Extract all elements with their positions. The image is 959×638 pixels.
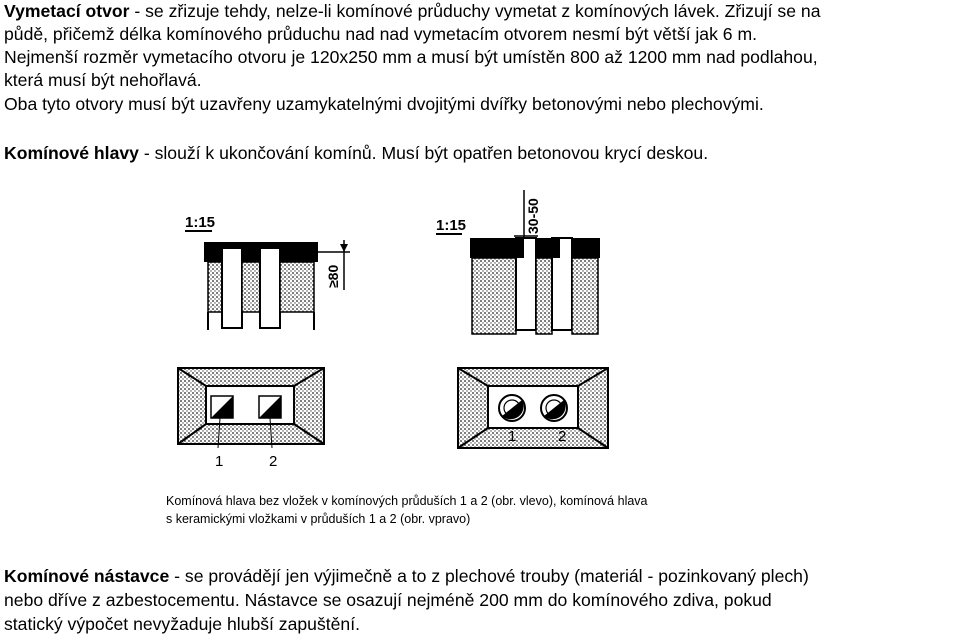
p3-line3: statický výpočet nevyžaduje hlubší zapuštění. [4, 614, 360, 634]
left-scale-label: 1:15 [185, 214, 216, 231]
p1-line2: půdě, přičemž délka komínového průduchu nad nad vymetacím otvorem nesmí být větší jak 6 m. [4, 24, 757, 44]
p2-text: - slouží k ukončování komínů. Musí být opatřen betonovou krycí deskou. [138, 143, 709, 163]
p1-line3: Nejmenší rozměr vymetacího otvoru je 120x250 mm a musí být umístěn 800 až 1200 mm nad podlahou, [4, 47, 818, 67]
chimney-heads-figure [140, 180, 660, 480]
caption-line1: Komínová hlava bez vložek v komínových průduších 1 a 2 (obr. vlevo), komínová hlava [166, 494, 648, 508]
p3-line1 [4, 565, 809, 588]
term-kominove-hlavy: Komínové hlavy [4, 143, 139, 163]
left-dimension-label: ≥80 [325, 264, 341, 288]
right-scale-label: 1:15 [436, 217, 467, 234]
p1-line1-text: - se zřizuje tehdy, nelze-li komínové průduchy vymetat z komínových lávek. Zřizují se na [129, 1, 821, 21]
term-vymetaci-otvor: Vymetací otvor [4, 1, 130, 21]
paragraph-kominove-hlavy [4, 142, 708, 165]
right-plan [458, 368, 608, 448]
right-flue-2-label: 2 [558, 428, 567, 445]
p3-line2: nebo dříve z azbestocementu. Nástavce se osazují nejméně 200 mm do komínového zdiva, pokud [4, 590, 772, 610]
right-flue-1-label: 1 [508, 428, 517, 445]
left-flue-1-label: 1 [215, 453, 224, 470]
right-elevation [436, 190, 600, 334]
left-elevation [185, 214, 350, 330]
p3-line1-text: - se provádějí jen výjimečně a to z plechové trouby (materiál - pozinkovaný plech) [169, 566, 809, 586]
figure-caption [166, 492, 648, 528]
left-flue-2-label: 2 [269, 453, 278, 470]
caption-line2: s keramickými vložkami v průduších 1 a 2 (obr. vpravo) [166, 512, 471, 526]
p1-line1 [4, 0, 820, 23]
p1-line4: která musí být nehořlavá. [4, 70, 202, 90]
left-plan [178, 368, 324, 470]
p1-line5: Oba tyto otvory musí být uzavřeny uzamykatelnými dvojitými dvířky betonovými nebo plechovými. [4, 94, 764, 114]
term-kominove-nastavce: Komínové nástavce [4, 566, 170, 586]
right-dimension-label: 30-50 [525, 198, 541, 234]
